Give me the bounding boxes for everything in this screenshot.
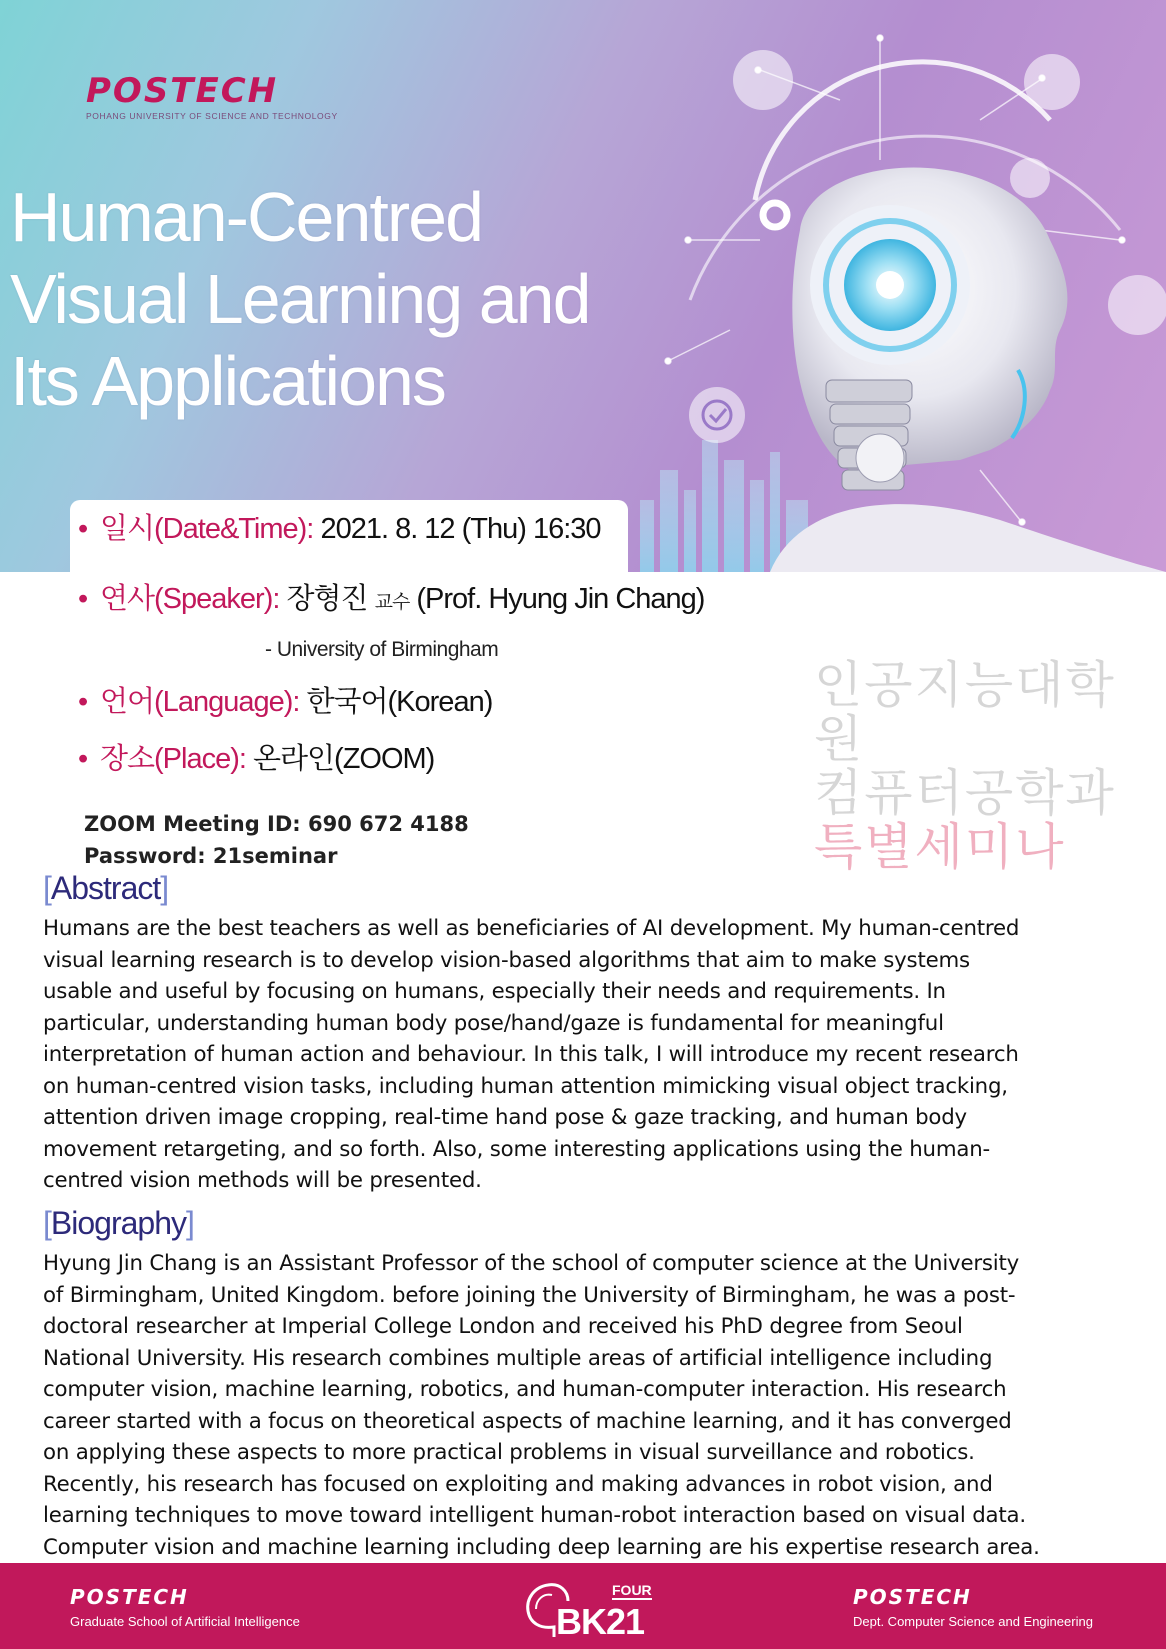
logo-text: POSTECH bbox=[86, 71, 279, 111]
language-row bbox=[78, 688, 492, 717]
date-label: 일시(Date&Time): bbox=[100, 513, 321, 545]
abstract-line: movement retargeting, and so forth. Also, some interesting applications using the human- bbox=[43, 1136, 990, 1162]
abstract-line: interpretation of human action and behaviour. In this talk, I will introduce my recent research bbox=[43, 1042, 1019, 1067]
place-label: 장소(Place): bbox=[100, 743, 253, 775]
place-value: 온라인(ZOOM) bbox=[253, 743, 435, 775]
hero-banner bbox=[0, 0, 1166, 572]
footer-right-logo: POSTECH bbox=[853, 1585, 972, 1609]
zoom-password: Password: 21seminar bbox=[84, 844, 338, 868]
date-time-row bbox=[78, 515, 601, 544]
biography-line: on applying these aspects to more practical problems in visual surveillance and robotics. bbox=[43, 1440, 975, 1465]
biography-heading: [Biography] bbox=[43, 1205, 194, 1241]
footer-left-subtitle: Graduate School of Artificial Intelligence bbox=[70, 1614, 300, 1629]
abstract-line: attention driven image cropping, real-time hand pose & gaze tracking, and human body bbox=[43, 1105, 967, 1130]
title-line-3: Its Applications bbox=[10, 342, 445, 420]
abstract-line: particular, understanding human body pose/hand/gaze is fundamental for meaningful bbox=[43, 1010, 944, 1036]
abstract-heading-text: Abstract bbox=[50, 870, 161, 906]
side-line-1: 인공지능대학원 bbox=[814, 656, 1116, 768]
seminar-watermark bbox=[814, 658, 1166, 874]
biography-line: Hyung Jin Chang is an Assistant Professor of the school of computer science at the University bbox=[43, 1251, 1020, 1276]
biography-line: of Birmingham, United Kingdom. before joining the University of Birmingham, he was a post- bbox=[43, 1282, 1016, 1308]
speaker-row bbox=[78, 585, 704, 614]
postech-logo bbox=[86, 71, 338, 121]
speaker-english-name: (Prof. Hyung Jin Chang) bbox=[409, 583, 705, 615]
zoom-meeting-id: ZOOM Meeting ID: 690 672 4188 bbox=[84, 812, 469, 836]
zoom-info bbox=[84, 808, 469, 872]
biography-line: National University. His research combines multiple areas of artificial intelligence including bbox=[43, 1345, 993, 1371]
logo-subtitle: POHANG UNIVERSITY OF SCIENCE AND TECHNOLOGY bbox=[86, 111, 338, 121]
place-row bbox=[78, 745, 434, 774]
title-line-2: Visual Learning and bbox=[10, 260, 590, 338]
bullet: • bbox=[78, 686, 88, 718]
biography-text bbox=[43, 1248, 1155, 1563]
biography-line: computer vision, machine learning, robotics, and human-computer interaction. His research bbox=[43, 1377, 1007, 1402]
speaker-label: 연사(Speaker): bbox=[100, 583, 287, 615]
abstract-line: on human-centred vision tasks, including human attention mimicking visual object tracking, bbox=[43, 1073, 1008, 1099]
biography-line: career started with a focus on theoretical aspects of machine learning, and it has converged bbox=[43, 1408, 1012, 1434]
bk21-four-text: FOUR bbox=[612, 1582, 652, 1598]
abstract-text bbox=[43, 913, 1155, 1197]
biography-line: learning techniques to move toward intelligent human-robot interaction based on visual data. bbox=[43, 1503, 1026, 1528]
bk21-four-logo bbox=[520, 1579, 660, 1641]
language-label: 언어(Language): bbox=[100, 686, 307, 718]
abstract-line: usable and useful by focusing on humans, especially their needs and requirements. In bbox=[43, 979, 946, 1004]
speaker-name: 장형진 bbox=[286, 583, 375, 615]
footer-right-subtitle: Dept. Computer Science and Engineering bbox=[853, 1614, 1093, 1629]
side-line-3: 특별세미나 bbox=[814, 818, 1066, 876]
abstract-line: visual learning research is to develop vision-based algorithms that aim to make systems bbox=[43, 947, 970, 973]
biography-heading-text: Biography bbox=[50, 1205, 186, 1241]
footer-bar bbox=[0, 1563, 1166, 1649]
biography-line: Recently, his research has focused on exploiting and making advances in robot vision, and bbox=[43, 1471, 993, 1497]
abstract-heading: [Abstract] bbox=[43, 870, 169, 906]
bk21-text: BK21 bbox=[556, 1601, 645, 1642]
abstract-line: centred vision methods will be presented. bbox=[43, 1168, 482, 1193]
side-line-2: 컴퓨터공학과 bbox=[814, 764, 1116, 822]
speaker-affiliation: - University of Birmingham bbox=[265, 638, 499, 661]
language-value: 한국어(Korean) bbox=[306, 686, 493, 718]
bullet: • bbox=[78, 513, 88, 545]
footer-left-logo: POSTECH bbox=[70, 1585, 189, 1609]
page-title bbox=[10, 176, 650, 422]
bullet: • bbox=[78, 743, 88, 775]
biography-line: doctoral researcher at Imperial College London and received his PhD degree from Seoul bbox=[43, 1314, 963, 1339]
speaker-title: 교수 bbox=[374, 592, 410, 613]
title-line-1: Human-Centred bbox=[10, 178, 482, 256]
date-value: 2021. 8. 12 (Thu) 16:30 bbox=[320, 513, 601, 545]
biography-line: Computer vision and machine learning including deep learning are his expertise research area. bbox=[43, 1534, 1040, 1560]
abstract-line: Humans are the best teachers as well as beneficiaries of AI development. My human-centred bbox=[43, 916, 1020, 941]
bullet: • bbox=[78, 583, 88, 615]
